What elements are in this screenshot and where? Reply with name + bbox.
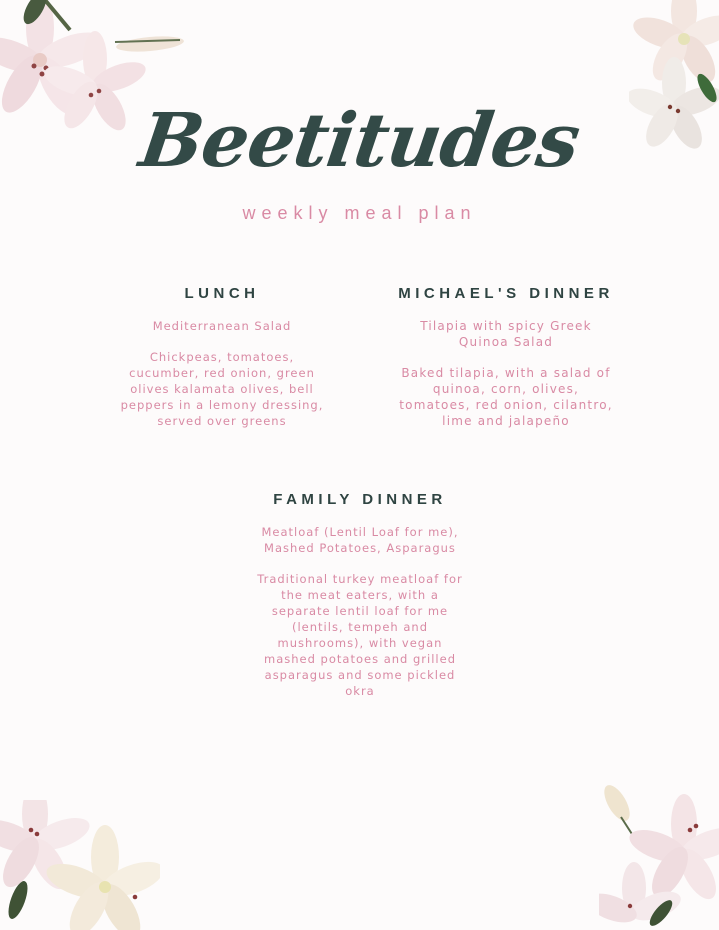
michaels-dinner-heading: MICHAEL'S DINNER <box>398 285 614 302</box>
lunch-dish: Mediterranean Salad <box>152 319 292 333</box>
family-dinner-description: Traditional turkey meatloaf for the meat eaters, with a separate lentil loaf for me (lentils, tempeh and mushrooms), with vegan mashed potatoes and grilled asparagus and some pickled okra <box>257 572 463 698</box>
family-dinner-dish: Meatloaf (Lentil Loaf for me), Mashed Potatoes, Asparagus <box>261 525 459 555</box>
michaels-dinner-dish: Tilapia with spicy Greek Quinoa Salad <box>420 319 592 349</box>
lily-flowers-bottom-left <box>0 800 160 930</box>
brand-title: Beetitudes <box>134 98 585 184</box>
michaels-dinner-section <box>375 285 637 429</box>
lunch-description: Chickpeas, tomatoes, cucumber, red onion, green olives kalamata olives, bell peppers in a lemony dressing, served over greens <box>120 350 324 428</box>
family-dinner-heading: FAMILY DINNER <box>273 491 447 508</box>
lunch-section <box>117 285 327 429</box>
michaels-dinner-description: Baked tilapia, with a salad of quinoa, corn, olives, tomatoes, red onion, cilantro, lime and jalapeño <box>399 366 613 428</box>
family-dinner-section <box>250 491 470 699</box>
lunch-heading: LUNCH <box>184 285 260 302</box>
lily-flowers-bottom-right <box>599 785 719 930</box>
page-subtitle: weekly meal plan <box>242 203 477 223</box>
